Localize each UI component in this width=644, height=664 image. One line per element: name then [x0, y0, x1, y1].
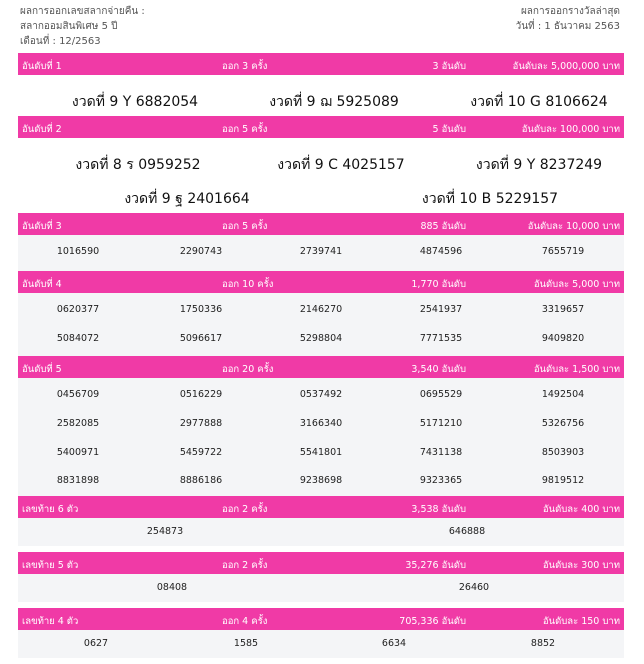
- winning-number: 2977888: [179, 418, 223, 429]
- winning-number: 9409820: [541, 333, 585, 344]
- prize-title: อันดับที่ 2: [22, 124, 62, 135]
- results-header-left: [20, 4, 145, 49]
- winning-number: 9238698: [299, 475, 343, 486]
- prize-title: เลขท้าย 5 ตัว: [22, 560, 79, 571]
- winning-number: 9819512: [541, 475, 585, 486]
- winning-number: 1585: [233, 638, 259, 649]
- winning-number: 5096617: [179, 333, 223, 344]
- prize-header-bar: [18, 608, 624, 630]
- winning-number: 5171210: [419, 418, 463, 429]
- winning-number: 5326756: [541, 418, 585, 429]
- prize-amount: อันดับละ 150 บาท: [542, 616, 620, 627]
- results-header-right: [516, 4, 620, 34]
- prize-draw-count: ออก 2 ครั้ง: [222, 504, 268, 515]
- prize-header-bar: [18, 116, 624, 138]
- header-latest-title: ผลการออกรางวัลล่าสุด: [520, 6, 620, 17]
- winning-number: งวดที่ 10 G 8106624: [470, 94, 608, 110]
- winning-number: 9323365: [419, 475, 463, 486]
- winning-number: 2290743: [179, 246, 223, 257]
- prize-header-bar: [18, 552, 624, 574]
- header-results-title: ผลการออกเลขสลากจ่ายคืน :: [20, 6, 145, 17]
- winning-number: งวดที่ 8 ร 0959252: [75, 157, 201, 173]
- winning-number: 8831898: [56, 475, 100, 486]
- prize-draw-count: ออก 5 ครั้ง: [222, 221, 268, 232]
- winning-number: 2146270: [299, 304, 343, 315]
- winning-number: 0695529: [419, 389, 463, 400]
- winning-number: 0456709: [56, 389, 100, 400]
- prize-header-bar: [18, 271, 624, 293]
- prize-winner-count: 3 อันดับ: [432, 61, 466, 72]
- header-month: เดือนที่ : 12/2563: [20, 36, 101, 47]
- prize-winner-count: 35,276 อันดับ: [405, 560, 466, 571]
- winning-number: 1492504: [541, 389, 585, 400]
- prize-numbers: [18, 518, 624, 546]
- winning-number: 254873: [146, 526, 184, 537]
- prize-title: อันดับที่ 5: [22, 364, 62, 375]
- winning-number: 2541937: [419, 304, 463, 315]
- winning-number: งวดที่ 9 C 4025157: [277, 157, 405, 173]
- winning-number: 5400971: [56, 447, 100, 458]
- prize-numbers: [18, 630, 624, 658]
- prize-winner-count: 5 อันดับ: [432, 124, 466, 135]
- prize-title: อันดับที่ 3: [22, 221, 62, 232]
- prize-draw-count: ออก 20 ครั้ง: [222, 364, 274, 375]
- prize-draw-count: ออก 10 ครั้ง: [222, 279, 274, 290]
- prize-numbers: [18, 235, 624, 272]
- prize-winner-count: 1,770 อันดับ: [411, 279, 466, 290]
- winning-number: 26460: [458, 582, 490, 593]
- prize-draw-count: ออก 3 ครั้ง: [222, 61, 268, 72]
- prize-numbers: [18, 75, 624, 113]
- prize-draw-count: ออก 2 ครั้ง: [222, 560, 268, 571]
- prize-winner-count: 885 อันดับ: [420, 221, 466, 232]
- prize-amount: อันดับละ 10,000 บาท: [527, 221, 620, 232]
- winning-number: 8886186: [179, 475, 223, 486]
- winning-number: งวดที่ 10 B 5229157: [421, 191, 559, 207]
- prize-draw-count: ออก 5 ครั้ง: [222, 124, 268, 135]
- prize-section: [18, 271, 624, 368]
- prize-title: เลขท้าย 4 ตัว: [22, 616, 79, 627]
- winning-number: 08408: [156, 582, 188, 593]
- header-product-name: สลากออมสินพิเศษ 5 ปี: [20, 21, 118, 32]
- prize-amount: อันดับละ 300 บาท: [542, 560, 620, 571]
- winning-number: 6634: [381, 638, 407, 649]
- winning-number: 5459722: [179, 447, 223, 458]
- winning-number: 8503903: [541, 447, 585, 458]
- prize-winner-count: 705,336 อันดับ: [399, 616, 466, 627]
- prize-header-bar: [18, 213, 624, 235]
- winning-number: 1016590: [56, 246, 100, 257]
- winning-number: 3319657: [541, 304, 585, 315]
- winning-number: 646888: [448, 526, 486, 537]
- prize-amount: อันดับละ 100,000 บาท: [521, 124, 620, 135]
- prize-title: อันดับที่ 4: [22, 279, 62, 290]
- prize-numbers: [18, 574, 624, 602]
- prize-numbers: [18, 378, 624, 511]
- prize-section: [18, 496, 624, 546]
- prize-header-bar: [18, 53, 624, 75]
- prize-section: [18, 608, 624, 658]
- winning-number: 0537492: [299, 389, 343, 400]
- prize-header-bar: [18, 496, 624, 518]
- prize-amount: อันดับละ 5,000,000 บาท: [512, 61, 620, 72]
- prize-section: [18, 213, 624, 272]
- winning-number: 5541801: [299, 447, 343, 458]
- winning-number: 3166340: [299, 418, 343, 429]
- winning-number: งวดที่ 9 Y 8237249: [475, 157, 603, 173]
- prize-winner-count: 3,538 อันดับ: [411, 504, 466, 515]
- prize-section: [18, 53, 624, 113]
- prize-amount: อันดับละ 400 บาท: [542, 504, 620, 515]
- winning-number: 8852: [530, 638, 556, 649]
- winning-number: 7655719: [541, 246, 585, 257]
- winning-number: 4874596: [419, 246, 463, 257]
- prize-section: [18, 552, 624, 602]
- prize-title: เลขท้าย 6 ตัว: [22, 504, 79, 515]
- prize-amount: อันดับละ 5,000 บาท: [533, 279, 620, 290]
- prize-draw-count: ออก 4 ครั้ง: [222, 616, 268, 627]
- winning-number: 5298804: [299, 333, 343, 344]
- prize-section: [18, 356, 624, 511]
- winning-number: 0620377: [56, 304, 100, 315]
- winning-number: 0516229: [179, 389, 223, 400]
- prize-amount: อันดับละ 1,500 บาท: [533, 364, 620, 375]
- winning-number: 7771535: [419, 333, 463, 344]
- winning-number: งวดที่ 9 ฌ 5925089: [269, 94, 399, 110]
- winning-number: 2582085: [56, 418, 100, 429]
- prize-title: อันดับที่ 1: [22, 61, 62, 72]
- winning-number: 5084072: [56, 333, 100, 344]
- header-draw-date: วันที่ : 1 ธันวาคม 2563: [515, 21, 620, 32]
- winning-number: งวดที่ 9 Y 6882054: [71, 94, 199, 110]
- winning-number: 0627: [83, 638, 109, 649]
- winning-number: 7431138: [419, 447, 463, 458]
- winning-number: งวดที่ 9 ฐ 2401664: [124, 191, 250, 207]
- winning-number: 2739741: [299, 246, 343, 257]
- prize-winner-count: 3,540 อันดับ: [411, 364, 466, 375]
- prize-header-bar: [18, 356, 624, 378]
- winning-number: 1750336: [179, 304, 223, 315]
